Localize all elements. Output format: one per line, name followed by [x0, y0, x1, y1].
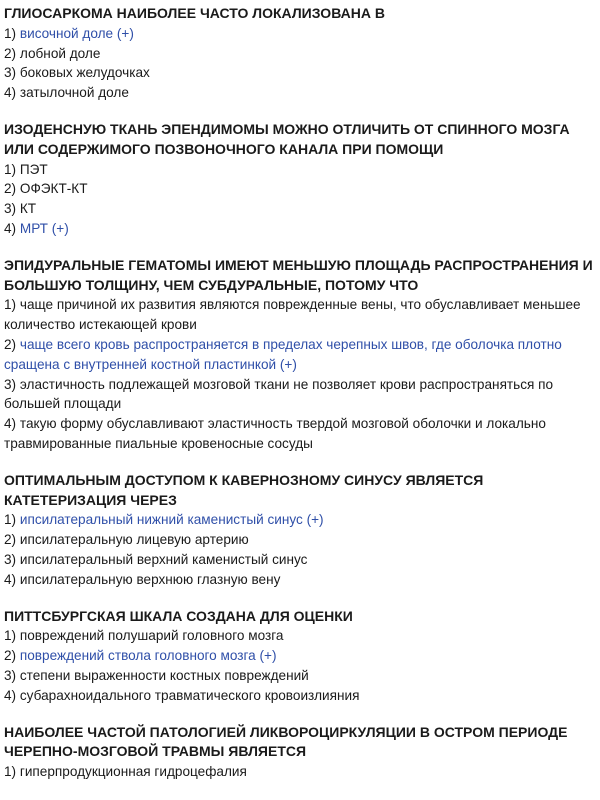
- question-4: [4, 471, 600, 590]
- answer-text: ОФЭКТ-КТ: [19, 181, 88, 197]
- answer-number: 4): [4, 85, 20, 101]
- answer-text: субарахноидального травматического кровоизлияния: [19, 687, 360, 703]
- answer-number: 3): [4, 376, 20, 392]
- answer-text: затылочной доле: [19, 85, 129, 101]
- answer-option: [4, 375, 600, 415]
- answer-text: ипсилатеральный верхний каменистый синус: [19, 551, 308, 567]
- question-title: НАИБОЛЕЕ ЧАСТОЙ ПАТОЛОГИЕЙ ЛИКВОРОЦИРКУЛЯЦИИ В ОСТРОМ ПЕРИОДЕ ЧЕРЕПНО-МОЗГОВОЙ ТРАВМЫ ЯВЛЯЕТСЯ: [4, 723, 568, 760]
- answer-number: 4): [4, 571, 20, 587]
- answer-number: 2): [4, 181, 20, 197]
- answer-number: 4): [4, 687, 20, 703]
- answer-text: ипсилатеральную лицевую артерию: [19, 532, 249, 548]
- answer-text: повреждений полушарий головного мозга: [19, 628, 284, 644]
- answer-option: [4, 550, 600, 570]
- answer-text: гиперпродукционная гидроцефалия: [19, 764, 247, 780]
- answer-text: степени выраженности костных повреждений: [19, 667, 309, 683]
- question-1: [4, 4, 600, 103]
- question-title: ОПТИМАЛЬНЫМ ДОСТУПОМ К КАВЕРНОЗНОМУ СИНУСУ ЯВЛЯЕТСЯ КАТЕТЕРИЗАЦИЯ ЧЕРЕЗ: [4, 471, 484, 508]
- answer-number: 2): [4, 648, 20, 664]
- answer-option: [4, 646, 600, 666]
- answer-option: [4, 762, 600, 782]
- question-5: [4, 607, 600, 706]
- answer-number: 3): [4, 201, 20, 217]
- answer-text: лобной доле: [19, 45, 101, 61]
- answer-number: 1): [4, 161, 20, 177]
- answer-option: [4, 219, 600, 239]
- answer-text: ипсилатеральную верхнюю глазную вену: [19, 571, 281, 587]
- answer-option: [4, 295, 600, 335]
- answer-text: ипсилатеральный нижний каменистый синус (+): [19, 512, 324, 528]
- answer-option: [4, 666, 600, 686]
- answer-text: эластичность подлежащей мозговой ткани не позволяет крови распространяться по большей площади: [4, 376, 554, 412]
- answer-option: [4, 24, 600, 44]
- question-title: ГЛИОСАРКОМА НАИБОЛЕЕ ЧАСТО ЛОКАЛИЗОВАНА В: [4, 5, 385, 21]
- answer-number: 4): [4, 416, 20, 432]
- answer-text: ПЭТ: [19, 161, 48, 177]
- answer-text: боковых желудочках: [19, 65, 150, 81]
- answer-number: 2): [4, 336, 20, 352]
- answer-number: 2): [4, 532, 20, 548]
- answer-option: [4, 530, 600, 550]
- answer-option: [4, 199, 600, 219]
- answer-option: [4, 510, 600, 530]
- answer-text: КТ: [19, 201, 37, 217]
- document-page: [4, 4, 600, 799]
- answer-text: височной доле (+): [19, 25, 134, 41]
- question-6: [4, 723, 600, 782]
- answer-option: [4, 179, 600, 199]
- answer-option: [4, 160, 600, 180]
- answer-option: [4, 44, 600, 64]
- answer-number: 2): [4, 45, 20, 61]
- answer-option: [4, 570, 600, 590]
- answer-number: 4): [4, 220, 20, 236]
- answer-option: [4, 626, 600, 646]
- answer-text: чаще причиной их развития являются поврежденные вены, что обуславливает меньшее количество истекающей крови: [4, 297, 581, 333]
- answer-number: 1): [4, 297, 20, 313]
- answer-option: [4, 335, 600, 375]
- answer-option: [4, 686, 600, 706]
- answer-text: чаще всего кровь распространяется в пределах черепных швов, где оболочка плотно сращена с внутренней костной пластинкой (+): [4, 336, 562, 372]
- answer-option: [4, 83, 600, 103]
- answer-number: 3): [4, 667, 20, 683]
- question-3: [4, 256, 600, 454]
- question-title: ПИТТСБУРГСКАЯ ШКАЛА СОЗДАНА ДЛЯ ОЦЕНКИ: [4, 607, 353, 624]
- question-title: ЭПИДУРАЛЬНЫЕ ГЕМАТОМЫ ИМЕЮТ МЕНЬШУЮ ПЛОЩАДЬ РАСПРОСТРАНЕНИЯ И БОЛЬШУЮ ТОЛЩИНУ, ЧЕМ СУБДУРАЛЬНЫЕ, ПОТОМУ ЧТО: [4, 256, 593, 293]
- answer-number: 1): [4, 628, 20, 644]
- answer-option: [4, 63, 600, 83]
- question-2: [4, 120, 600, 239]
- answer-number: 3): [4, 551, 20, 567]
- answer-text: повреждений ствола головного мозга (+): [19, 648, 277, 664]
- question-title: ИЗОДЕНСНУЮ ТКАНЬ ЭПЕНДИМОМЫ МОЖНО ОТЛИЧИТЬ ОТ СПИННОГО МОЗГА ИЛИ СОДЕРЖИМОГО ПОЗВОНОЧНОГО КАНАЛА ПРИ ПОМОЩИ: [4, 120, 570, 157]
- answer-option: [4, 414, 600, 454]
- answer-number: 1): [4, 25, 20, 41]
- answer-number: 1): [4, 512, 20, 528]
- answer-number: 3): [4, 65, 20, 81]
- answer-number: 1): [4, 764, 20, 780]
- answer-text: МРТ (+): [19, 220, 69, 236]
- answer-text: такую форму обуславливают эластичность твердой мозговой оболочки и локально травмированные пиальные кровеносные сосуды: [4, 416, 546, 451]
